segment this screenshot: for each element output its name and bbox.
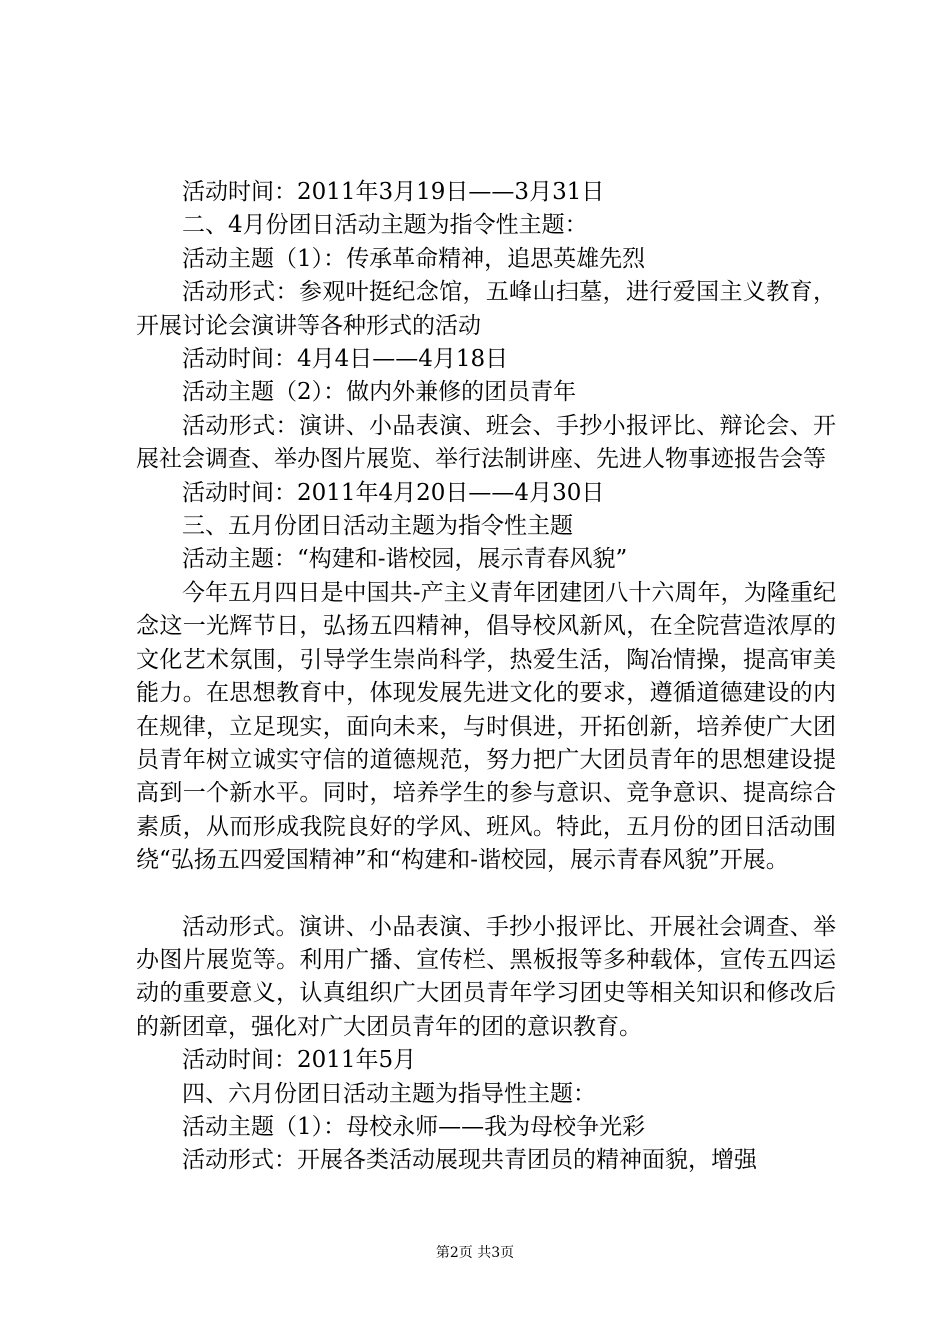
paragraph: 活动时间：4月4日——4月18日	[182, 346, 509, 373]
paragraph: 活动形式：参观叶挺纪念馆，五峰山扫墓，进行爱国主义教育，开展讨论会演讲等各种形式的活动	[136, 279, 836, 339]
paragraph: 活动主题：“构建和-谐校园，展示青春风貌”	[182, 546, 628, 573]
paragraph: 活动主题（1）：母校永师——我为母校争光彩	[182, 1113, 646, 1140]
section-heading: 三、五月份团日活动主题为指令性主题	[182, 513, 573, 540]
paragraph: 活动形式：演讲、小品表演、班会、手抄小报评比、辩论会、开展社会调查、举办图片展览、举行法制讲座、先进人物事迹报告会等	[136, 412, 836, 473]
paragraph: 活动主题（1）：传承革命精神，追思英雄先烈	[182, 245, 646, 272]
paragraph: 活动形式：开展各类活动展现共青团员的精神面貌，增强	[182, 1147, 757, 1174]
section-heading: 二、4月份团日活动主题为指令性主题：	[182, 212, 588, 239]
paragraph: 活动主题（2）：做内外兼修的团员青年	[182, 379, 577, 406]
paragraph: 今年五月四日是中国共-产主义青年团建团八十六周年，为隆重纪念这一光辉节日，弘扬五四精神，倡导校风新风，在全院营造浓厚的文化艺术氛围，引导学生崇尚科学，热爱生活，陶冶情操，提高审美能力。在思想教育中，体现发展先进文化的要求，遵循道德建设的内在规律，立足现实，面向未来，与时俱进，开拓创新，培养使广大团员青年树立诚实守信的道德规范，努力把广大团员青年的思想建设提高到一个新水平。同时，培养学生的参与意识、竞争意识、提高综合素质，从而形成我院良好的学风、班风。特此，五月份的团日活动围绕“弘扬五四爱国精神”和“构建和-谐校园，展示青春风貌”开展。	[136, 579, 836, 874]
paragraph-spacer	[136, 878, 836, 911]
paragraph: 活动时间：2011年4月20日——4月30日	[182, 479, 605, 506]
section-heading: 四、六月份团日活动主题为指导性主题：	[182, 1080, 596, 1107]
body-text	[136, 176, 836, 1178]
paragraph: 活动时间：2011年3月19日——3月31日	[182, 179, 605, 205]
page-footer: 第2页 共3页	[435, 1245, 515, 1261]
paragraph: 活动形式。演讲、小品表演、手抄小报评比、开展社会调查、举办图片展览等。利用广播、宣传栏、黑板报等多种载体，宣传五四运动的重要意义，认真组织广大团员青年学习团史等相关知识和修改后的新团章，强化对广大团员青年的团的意识教育。	[136, 913, 836, 1040]
paragraph: 活动时间：2011年5月	[182, 1047, 417, 1074]
